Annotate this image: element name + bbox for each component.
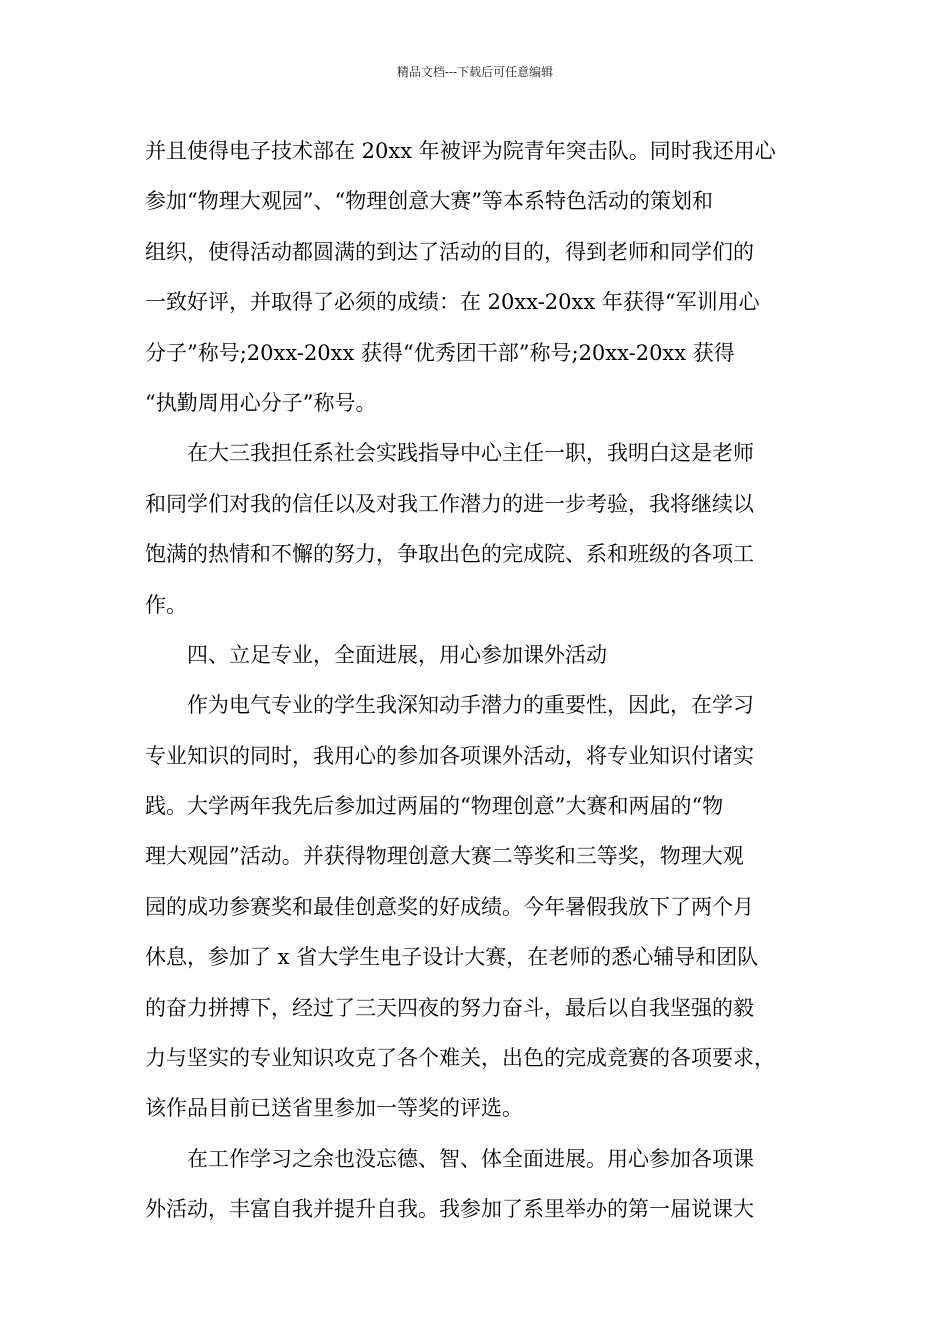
text-line: 和同学们对我的信任以及对我工作潜力的进一步考验，我将继续以 <box>145 491 754 516</box>
text-line: 参加“物理大观园”、“物理创意大赛”等本系特色活动的策划和 <box>145 189 713 214</box>
paragraph-start-line: 在工作学习之余也没忘德、智、体全面进展。用心参加各项课 <box>187 1146 754 1171</box>
document-body <box>145 133 835 1242</box>
text-line: 组织，使得活动都圆满的到达了活动的目的，得到老师和同学们的 <box>145 239 754 264</box>
text-line: 践。大学两年我先后参加过两届的“物理创意”大赛和两届的“物 <box>145 794 724 819</box>
text-line: 外活动，丰富自我并提升自我。我参加了系里举办的第一届说课大 <box>145 1197 754 1222</box>
text-line: “执勤周用心分子”称号。 <box>145 390 377 415</box>
text-line: 理大观园”活动。并获得物理创意大赛二等奖和三等奖，物理大观 <box>145 844 744 869</box>
text-line: 专业知识的同时，我用心的参加各项课外活动，将专业知识付诸实 <box>145 743 754 768</box>
text-line: 饱满的热情和不懈的努力，争取出色的完成院、系和班级的各项工 <box>145 542 754 567</box>
section-heading: 四、立足专业，全面进展，用心参加课外活动 <box>187 642 607 667</box>
text-line: 休息，参加了 x 省大学生电子设计大赛，在老师的悉心辅导和团队 <box>145 945 759 970</box>
text-line: 力与坚实的专业知识攻克了各个难关，出色的完成竞赛的各项要求， <box>145 1046 775 1071</box>
page-header: 精品文档---下载后可任意编辑 <box>396 65 554 79</box>
text-line: 一致好评，并取得了必须的成绩：在 20xx-20xx 年获得“军训用心 <box>145 290 760 315</box>
text-line: 园的成功参赛奖和最佳创意奖的好成绩。今年暑假我放下了两个月 <box>145 894 754 919</box>
text-line: 并且使得电子技术部在 20xx 年被评为院青年突击队。同时我还用心 <box>145 139 776 163</box>
text-line: 作。 <box>145 592 187 617</box>
paragraph-start-line: 作为电气专业的学生我深知动手潜力的重要性，因此，在学习 <box>187 693 754 718</box>
paragraph-start-line: 在大三我担任系社会实践指导中心主任一职，我明白这是老师 <box>187 441 754 466</box>
text-line: 该作品目前已送省里参加一等奖的评选。 <box>145 1096 523 1121</box>
text-line: 的奋力拼搏下，经过了三天四夜的努力奋斗，最后以自我坚强的毅 <box>145 995 754 1020</box>
text-line: 分子”称号;20xx-20xx 获得“优秀团干部”称号;20xx-20xx 获得 <box>145 340 735 365</box>
